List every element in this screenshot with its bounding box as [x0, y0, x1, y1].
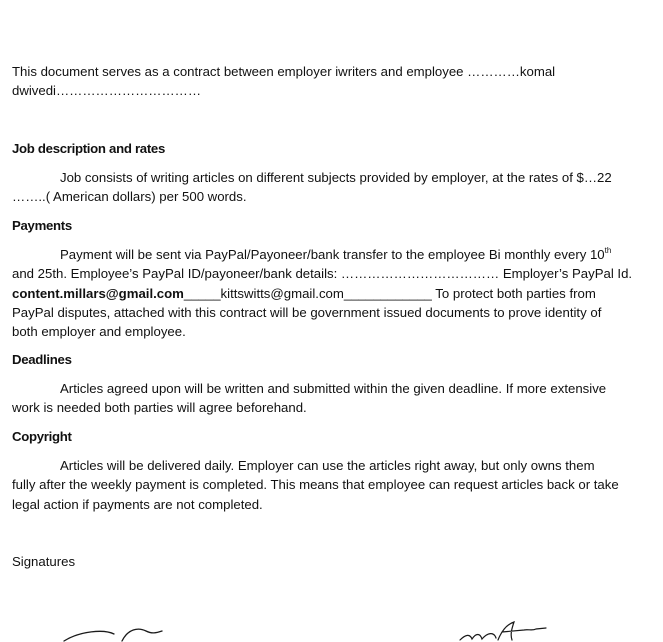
employer-signature: [458, 620, 558, 642]
deadlines-heading: Deadlines: [12, 352, 72, 367]
payments-paragraph: [12, 245, 640, 341]
payments-line-4: PayPal disputes, attached with this contract will be government issued documents to prove identity of: [12, 304, 602, 320]
payments-line-2: and 25th. Employee’s PayPal ID/payoneer/bank details: ……………………………… Employer’s PayPal Id.: [12, 266, 633, 282]
copyright-line-2: fully after the weekly payment is completed. This means that employee can request articles back or take: [12, 477, 619, 493]
copyright-line-3: legal action if payments are not completed.: [12, 496, 263, 512]
contract-document: [12, 0, 642, 642]
deadlines-line-1: Articles agreed upon will be written and submitted within the given deadline. If more extensive: [60, 381, 607, 396]
job-description-paragraph: [12, 168, 640, 207]
employee-signature: [62, 625, 172, 642]
deadlines-paragraph: [12, 379, 640, 418]
payments-heading: Payments: [12, 218, 72, 233]
deadlines-line-2: work is needed both parties will agree beforehand.: [12, 400, 307, 416]
payments-line-3: [12, 284, 640, 303]
payments-line-1: Payment will be sent via PayPal/Payoneer/bank transfer to the employee Bi monthly every 10th: [60, 246, 612, 262]
copyright-line-1: Articles will be delivered daily. Employer can use the articles right away, but only owns them: [60, 458, 595, 473]
job-description-heading: Job description and rates: [12, 141, 165, 156]
job-line-1: Job consists of writing articles on different subjects provided by employer, at the rates of $…22: [60, 170, 612, 185]
superscript-th: th: [604, 246, 612, 255]
job-line-2: ……..( American dollars) per 500 words.: [12, 189, 247, 205]
contract-intro: [12, 62, 642, 101]
payments-line-3-rest: _____kittswitts@gmail.com____________ To protect both parties from: [183, 285, 596, 301]
employer-email: content.millars@gmail.com: [12, 285, 184, 301]
signatures-label: Signatures: [12, 554, 76, 569]
payments-line-5: both employer and employee.: [12, 324, 186, 340]
copyright-heading: Copyright: [12, 429, 72, 444]
intro-line-1: This document serves as a contract between employer iwriters and employee …………komal: [12, 64, 556, 79]
intro-line-2: dwivedi……………………………: [12, 83, 202, 99]
copyright-paragraph: [12, 456, 640, 514]
